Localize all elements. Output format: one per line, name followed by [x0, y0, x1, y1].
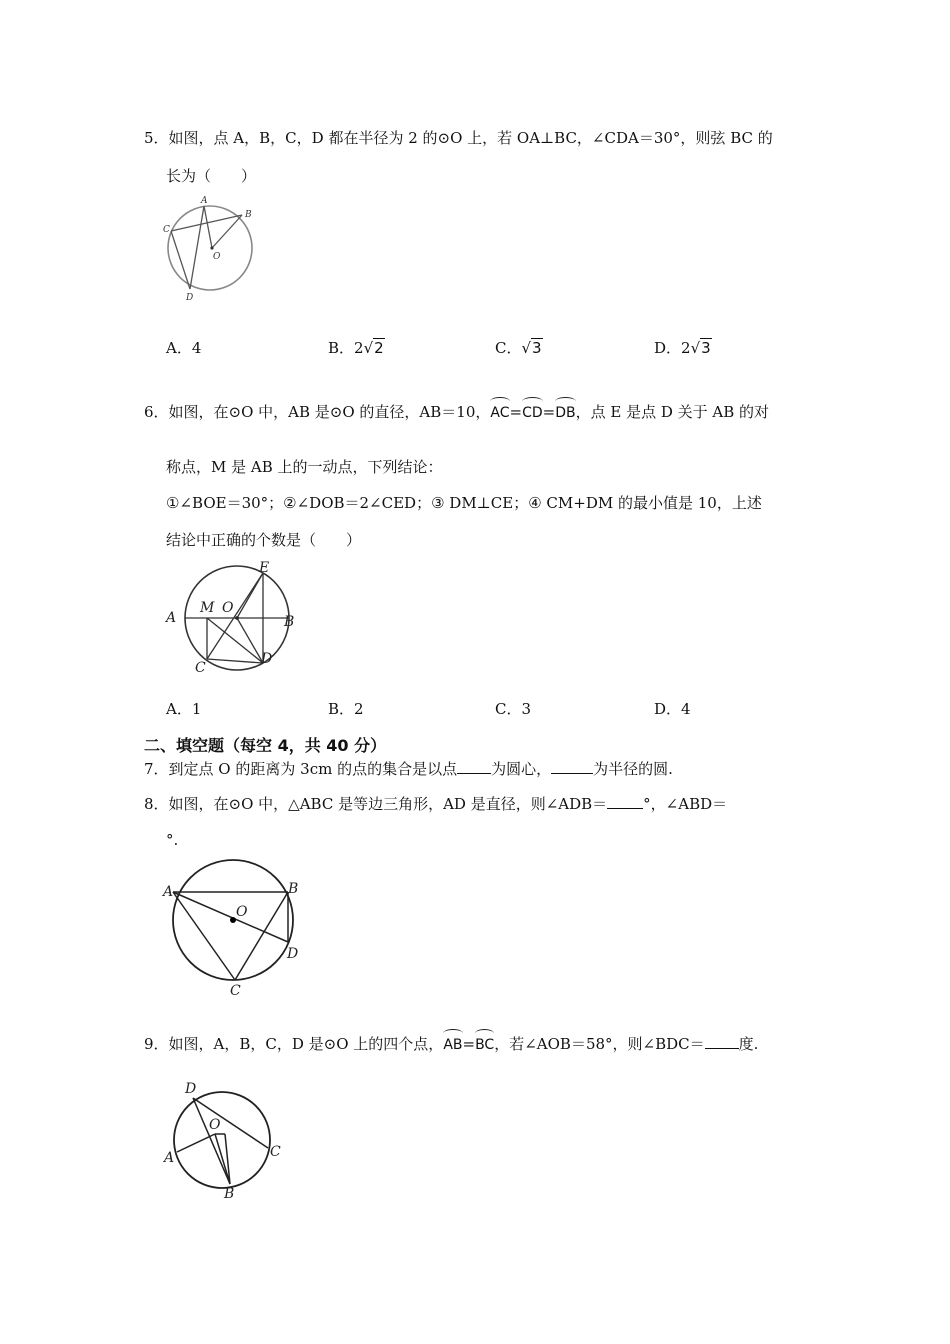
q6-label-d: D	[261, 651, 273, 667]
arc-ac: AC	[490, 399, 509, 423]
arc-ab: AB	[443, 1031, 462, 1055]
q5-stem-line2: 长为（ ）	[166, 167, 257, 185]
q9-label-c: C	[270, 1144, 281, 1160]
sqrt-symbol: √3	[690, 339, 711, 357]
q8-label-o: O	[236, 904, 248, 920]
q9-blank-1[interactable]	[705, 1034, 739, 1049]
q6-label-m: M	[200, 600, 215, 616]
q5-label-b: B	[245, 210, 252, 220]
q7-blank-2[interactable]	[551, 759, 593, 774]
q6-option-d[interactable]: D．4	[654, 700, 691, 718]
q9-label-b: B	[224, 1186, 235, 1202]
q8-stem-line2: °.	[166, 831, 179, 849]
q5-circle-figure	[160, 192, 260, 302]
q8-label-c: C	[230, 983, 241, 999]
q9-label-d: D	[185, 1081, 197, 1097]
section-title-fill-in: 二、填空题（每空 4，共 40 分）	[144, 736, 387, 755]
q5-label-d: D	[186, 293, 194, 303]
q5-stem-line1: 5．如图，点 A，B，C，D 都在半径为 2 的⊙O 上，若 OA⊥BC，∠CDA＝30°，则弦 BC 的	[144, 129, 773, 147]
q6-circle-figure	[162, 556, 302, 674]
q8-stem-line1: 8．如图，在⊙O 中，△ABC 是等边三角形，AD 是直径，则∠ADB＝ °，∠ABD＝	[144, 795, 728, 813]
q6-stem-line3: ①∠BOE＝30°；②∠DOB＝2∠CED；③ DM⊥CE；④ CM+DM 的最小值是 10，上述	[166, 494, 762, 512]
q6-stem-line4: 结论中正确的个数是（ ）	[166, 531, 362, 549]
q5-option-c[interactable]: C．√3	[495, 339, 542, 357]
q9-label-a: A	[164, 1150, 175, 1166]
q6-stem-line2: 称点，M 是 AB 上的一动点，下列结论：	[166, 458, 443, 476]
q9-circle-figure	[160, 1074, 290, 1202]
q8-label-d: D	[287, 946, 299, 962]
q5-option-a[interactable]: A．4	[166, 339, 202, 357]
q6-label-b: B	[284, 614, 295, 630]
q9-stem: 9．如图，A，B，C，D 是⊙O 上的四个点，AB=BC，若∠AOB＝58°，则∠BDC＝ 度.	[144, 1031, 758, 1055]
sqrt-symbol: √3	[521, 339, 542, 357]
q6-label-a: A	[166, 610, 177, 626]
q8-label-a: A	[163, 884, 174, 900]
q6-label-o: O	[222, 600, 234, 616]
sqrt-symbol: √2	[363, 339, 384, 357]
q6-stem-line1: 6．如图，在⊙O 中，AB 是⊙O 的直径，AB＝10，AC=CD=DB，点 E 是点 D 关于 AB 的对	[144, 399, 769, 423]
q8-blank-1[interactable]	[607, 794, 643, 809]
q9-label-o: O	[209, 1117, 221, 1133]
arc-bc: BC	[475, 1031, 494, 1055]
arc-cd: CD	[522, 399, 543, 423]
q8-circle-figure	[160, 858, 310, 998]
q8-label-b: B	[288, 881, 299, 897]
q5-label-a: A	[201, 196, 208, 206]
q6-label-c: C	[195, 660, 206, 676]
q5-option-b[interactable]: B．2√2	[328, 339, 384, 357]
q6-label-e: E	[259, 560, 270, 576]
q5-label-o: O	[213, 252, 221, 262]
q5-option-d[interactable]: D．2√3	[654, 339, 711, 357]
q7-blank-1[interactable]	[457, 759, 491, 774]
q6-option-c[interactable]: C．3	[495, 700, 532, 718]
q7-stem: 7．到定点 O 的距离为 3cm 的点的集合是以点 为圆心， 为半径的圆.	[144, 760, 673, 778]
q6-option-a[interactable]: A．1	[166, 700, 202, 718]
q5-label-c: C	[163, 225, 170, 235]
q6-option-b[interactable]: B．2	[328, 700, 364, 718]
arc-db: DB	[555, 399, 575, 423]
